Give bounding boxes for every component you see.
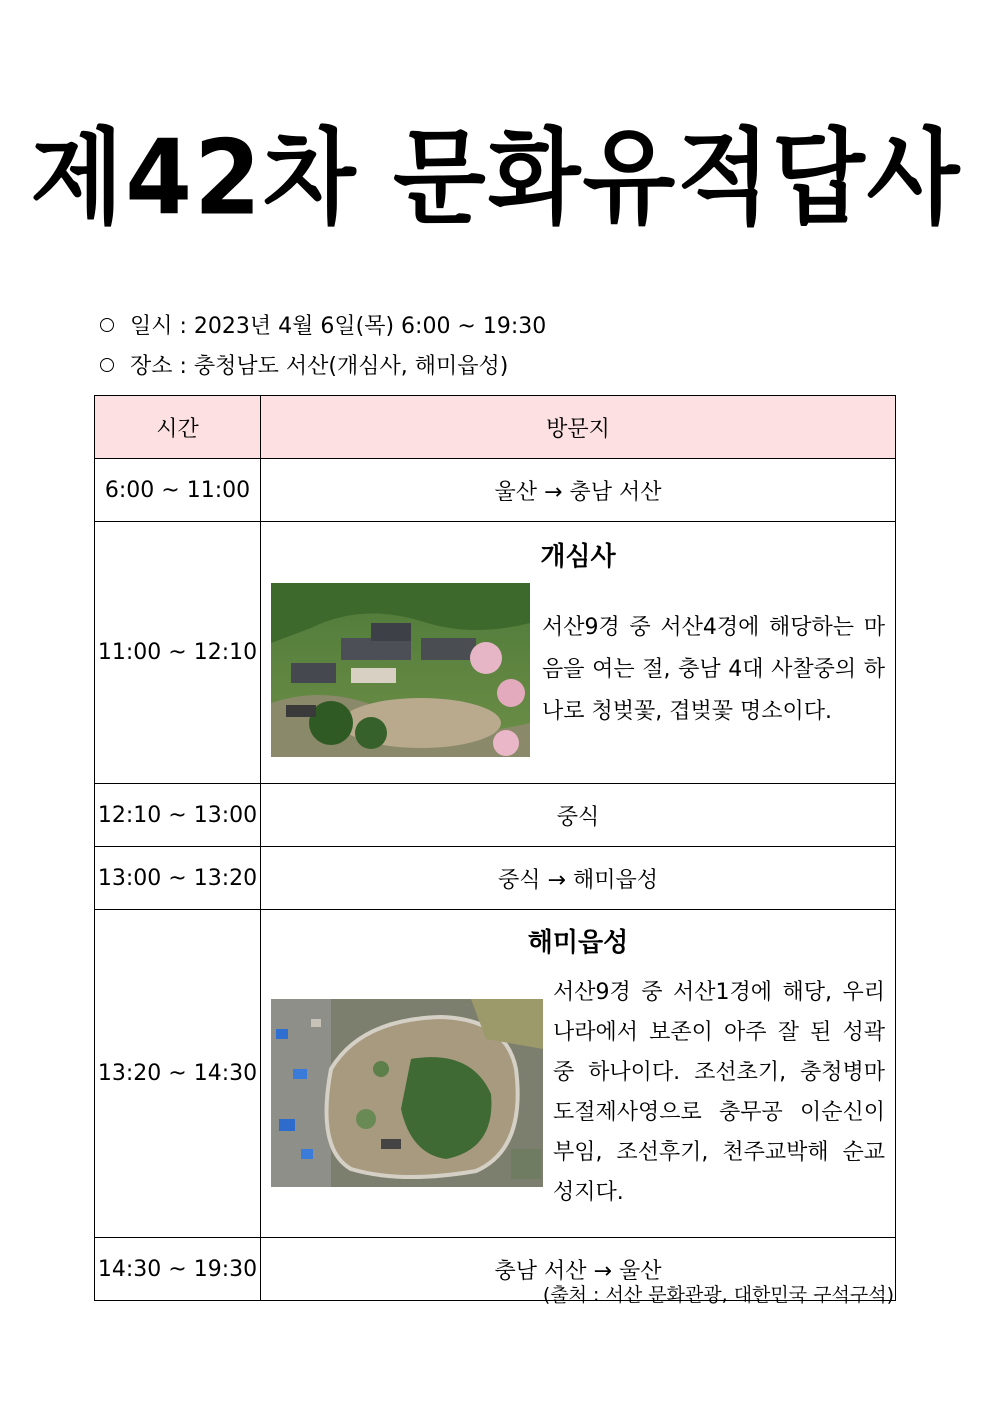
place-body (261, 959, 895, 1237)
info-place (100, 352, 508, 382)
destination-cell: 중식 (261, 784, 896, 847)
time-cell: 11:00 ~ 12:10 (95, 522, 261, 784)
time-cell: 6:00 ~ 11:00 (95, 459, 261, 522)
table-row (95, 910, 896, 1238)
time-cell: 14:30 ~ 19:30 (95, 1238, 261, 1301)
time-cell: 13:20 ~ 14:30 (95, 910, 261, 1238)
circle-bullet-icon (100, 318, 114, 332)
destination-cell: 충남 서산 → 울산 (261, 1238, 896, 1301)
temple-aerial-photo-icon (271, 583, 530, 757)
header-destination: 방문지 (261, 396, 896, 459)
table-row (95, 847, 896, 910)
source-note: (출처 : 서산 문화관광, 대한민국 구석구석) (542, 1284, 894, 1306)
table-row (95, 459, 896, 522)
place-description: 서산9경 중 서산1경에 해당, 우리나라에서 보존이 아주 잘 된 성곽 중 하나이다. 조선초기, 충청병마도절제사영으로 충무공 이순신이 부임, 조선후기, 천주교박해 순교성지다. (553, 980, 885, 1205)
destination-cell: 울산 → 충남 서산 (261, 459, 896, 522)
place-description: 서산9경 중 서산4경에 해당하는 마음을 여는 절, 충남 4대 사찰중의 하나로 청벚꽃, 겹벚꽃 명소이다. (542, 615, 885, 724)
destination-cell: 중식 → 해미읍성 (261, 847, 896, 910)
table-header-row (95, 396, 896, 459)
date-text: 일시 : 2023년 4월 6일(목) 6:00 ~ 19:30 (130, 314, 547, 339)
info-date (100, 312, 546, 342)
place-body (261, 573, 895, 783)
schedule-table (94, 395, 896, 1301)
table-row (95, 522, 896, 784)
table-row (95, 784, 896, 847)
fortress-aerial-photo-icon (271, 999, 543, 1187)
time-cell: 13:00 ~ 13:20 (95, 847, 261, 910)
page-title: 제42차 문화유적답사 (30, 117, 962, 239)
place-text: 장소 : 충청남도 서산(개심사, 해미읍성) (130, 354, 509, 379)
destination-cell (261, 522, 896, 784)
place-title: 개심사 (540, 542, 616, 572)
place-title: 해미읍성 (527, 928, 629, 958)
time-cell: 12:10 ~ 13:00 (95, 784, 261, 847)
header-time: 시간 (95, 396, 261, 459)
destination-cell (261, 910, 896, 1238)
circle-bullet-icon (100, 358, 114, 372)
